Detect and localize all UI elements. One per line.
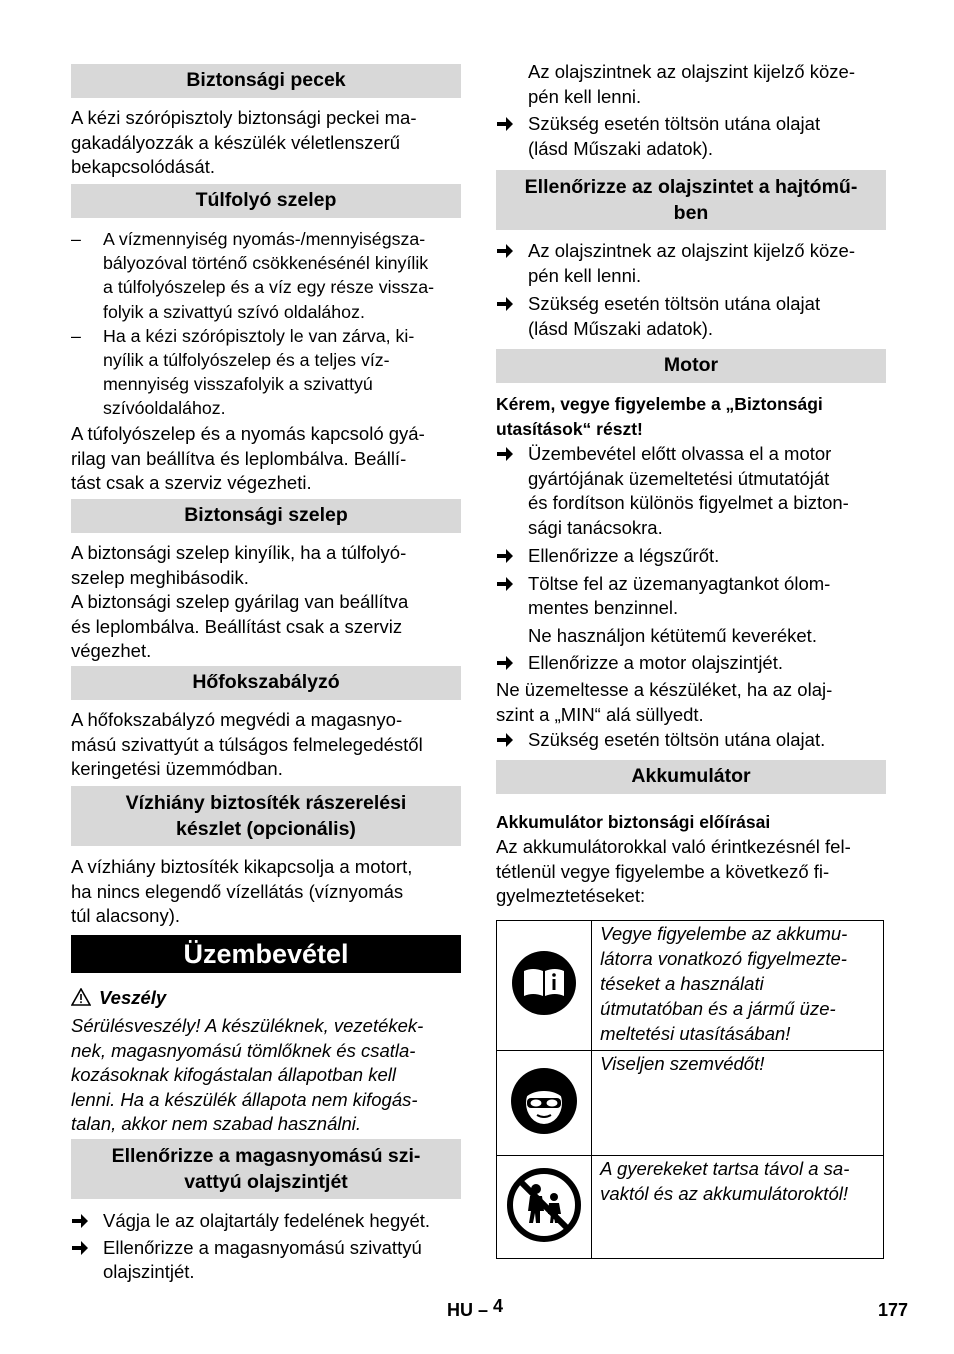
text-line: tást csak a szerviz végezheti. bbox=[71, 472, 312, 493]
text-line: A gyerekeket tartsa távol a sa- bbox=[600, 1158, 850, 1179]
paragraph-vizhiany bbox=[71, 855, 461, 929]
heading-ellenorizze-magasnyomasu bbox=[71, 1139, 461, 1199]
list-item bbox=[496, 544, 886, 569]
text-line: (lásd Műszaki adatok). bbox=[528, 317, 714, 339]
heading-line: Ellenőrizze az olajszintet a hajtómű- bbox=[524, 176, 858, 198]
table-row bbox=[497, 1051, 884, 1156]
text-line: pén kell lenni. bbox=[528, 264, 642, 286]
heading-motor: Motor bbox=[496, 349, 886, 383]
text-line: gyártójának üzemeltetési útmutatóját bbox=[528, 467, 830, 489]
list-item bbox=[71, 1236, 461, 1285]
arrow-right-icon bbox=[496, 548, 514, 564]
heading-line: készlet (opcionális) bbox=[176, 818, 356, 840]
text-line: Ne használjon kétütemű keveréket. bbox=[528, 624, 817, 646]
paragraph-bszelep bbox=[71, 541, 461, 664]
text-line: és fordítson különös figyelmet a bizton- bbox=[528, 492, 849, 513]
heading-biztonsagi-szelep: Biztonsági szelep bbox=[71, 499, 461, 533]
text-line: mentes benzinnel. bbox=[528, 597, 679, 618]
footer-page-local: 4 bbox=[493, 1296, 504, 1316]
symbol-cell bbox=[497, 921, 592, 1051]
symbol-cell bbox=[497, 1156, 592, 1259]
footer-page-number: 177 bbox=[878, 1300, 909, 1320]
text-line: gyelmeztetéseket: bbox=[496, 885, 646, 906]
text-line: nek, magasnyomású tömlőknek és csatla- bbox=[71, 1039, 416, 1061]
text-line: szívóoldalához. bbox=[103, 398, 226, 419]
paragraph-hofok bbox=[71, 708, 461, 782]
heading-line: Vízhiány biztosíték rászerelési bbox=[125, 792, 407, 814]
warning-triangle-icon bbox=[71, 988, 91, 1011]
text-cell bbox=[592, 921, 884, 1051]
tulfolyo-list bbox=[71, 227, 461, 421]
indented-note bbox=[496, 624, 886, 649]
text-line: Szükség esetén töltsön utána olajat. bbox=[528, 729, 826, 750]
paragraph-tulfolyo bbox=[71, 422, 461, 496]
heading-hofokszabalyzo: Hőfokszabályzó bbox=[71, 666, 461, 700]
text-line: Szükség esetén töltsön utána olajat bbox=[528, 293, 821, 314]
footer-lang: HU bbox=[447, 1300, 473, 1320]
text-line: tétlenül vegye figyelembe a következő fi- bbox=[496, 860, 830, 882]
text-line: Kérem, vegye figyelembe a „Biztonsági bbox=[496, 394, 823, 414]
danger-label: Veszély bbox=[99, 987, 167, 1008]
text-line: Ellenőrizze a légszűrőt. bbox=[528, 545, 720, 566]
paragraph-motor bbox=[496, 678, 886, 727]
footer-dash: – bbox=[478, 1300, 489, 1320]
motor-list-2 bbox=[496, 728, 886, 753]
arrow-right-icon bbox=[496, 116, 514, 132]
no-children-icon bbox=[506, 1167, 582, 1243]
text-line: mennyiség visszafolyik a szivattyú bbox=[103, 374, 373, 395]
heading-biztonsagi-pecek: Biztonsági pecek bbox=[71, 64, 461, 98]
text-line: téseket a használati bbox=[600, 973, 764, 994]
text-line: Vegye figyelembe az akkumu- bbox=[600, 923, 848, 944]
list-item bbox=[496, 651, 886, 676]
text-line: gakadályozzák a készülék véletlenszerű bbox=[71, 131, 401, 153]
text-line: Ne üzemeltesse a készüléket, ha az olaj- bbox=[496, 679, 833, 700]
text-line: végezhet. bbox=[71, 640, 152, 661]
text-line: (lásd Műszaki adatok). bbox=[528, 137, 714, 159]
text-line: Szükség esetén töltsön utána olajat bbox=[528, 113, 821, 134]
paragraph-pecek bbox=[71, 106, 461, 180]
list-item bbox=[71, 324, 461, 421]
text-line: A vízhiány biztosíték kikapcsolja a motort, bbox=[71, 856, 413, 877]
table-row bbox=[497, 1156, 884, 1259]
text-line: a túlfolyószelep és a víz egy része vissza- bbox=[103, 277, 435, 298]
list-item bbox=[71, 227, 461, 324]
text-line: túl alacsony). bbox=[71, 905, 180, 926]
dash-marker: – bbox=[71, 325, 81, 346]
text-line: sági tanácsokra. bbox=[528, 516, 663, 538]
text-line: meltetési utasításában! bbox=[600, 1023, 791, 1044]
text-line: A biztonsági szelep kinyílik, ha a túlfolyó- bbox=[71, 542, 407, 563]
text-line: látorra vonatkozó figyelmezte- bbox=[600, 948, 847, 969]
goggles-icon bbox=[510, 1067, 578, 1135]
dash-marker: – bbox=[71, 229, 81, 249]
heading-line: ben bbox=[673, 202, 709, 224]
text-line: A vízmennyiség nyomás-/mennyiségsza- bbox=[103, 229, 426, 249]
text-line: Az olajszintnek az olajszint kijelző köze- bbox=[528, 240, 855, 261]
list-item bbox=[496, 442, 886, 540]
motor-list bbox=[496, 442, 886, 676]
text-line: olajszintjét. bbox=[103, 1261, 195, 1282]
text-line: Ellenőrizze a motor olajszintjét. bbox=[528, 652, 783, 673]
list-item bbox=[71, 1209, 461, 1234]
heading-tulfolyo-szelep: Túlfolyó szelep bbox=[71, 184, 461, 218]
text-line: mású szivattyút a túlságos felmelegedéstől bbox=[71, 733, 423, 755]
text-line: Viseljen szemvédőt! bbox=[600, 1053, 765, 1074]
danger-label-row bbox=[71, 986, 461, 1011]
text-line: A túfolyószelep és a nyomás kapcsoló gyá- bbox=[71, 423, 425, 444]
text-line: kozásoknak kifogástalan állapotban kell bbox=[71, 1064, 396, 1085]
hajtomu-list bbox=[496, 239, 886, 341]
text-line: lenni. Ha a készülék állapota nem kifogás- bbox=[71, 1088, 418, 1110]
top-list bbox=[496, 112, 886, 161]
text-line: ha nincs elegendő vízellátás (víznyomás bbox=[71, 880, 404, 902]
text-line: Ellenőrizze a magasnyomású szivattyú bbox=[103, 1236, 422, 1258]
paragraph-akku bbox=[496, 835, 886, 909]
heading-line: Ellenőrizze a magasnyomású szi- bbox=[111, 1145, 421, 1167]
text-line: talan, akkor nem szabad használni. bbox=[71, 1113, 362, 1134]
arrow-right-icon bbox=[496, 296, 514, 312]
text-line: és leplombálva. Beállítást csak a szerviz bbox=[71, 615, 403, 637]
text-line: vaktól és az akkumulátoroktól! bbox=[600, 1183, 848, 1204]
text-line: nyílik a túlfolyószelep és a teljes víz- bbox=[103, 350, 390, 371]
text-line: bályozóval történő csökkenésénél kinyílik bbox=[103, 253, 429, 274]
text-line: Töltse fel az üzemanyagtankot ólom- bbox=[528, 572, 831, 594]
text-line: bekapcsolódását. bbox=[71, 156, 215, 177]
text-line: Üzembevétel előtt olvassa el a motor bbox=[528, 443, 832, 464]
heading-akkumulator: Akkumulátor bbox=[496, 760, 886, 794]
list-item bbox=[496, 292, 886, 341]
akku-subheading: Akkumulátor biztonsági előírásai bbox=[496, 812, 771, 832]
text-line: utasítások“ részt! bbox=[496, 418, 643, 439]
text-line: A kézi szórópisztoly biztonsági peckei ma- bbox=[71, 107, 417, 128]
text-line: Sérülésveszély! A készüléknek, vezetékek- bbox=[71, 1015, 424, 1036]
text-line: Ha a kézi szórópisztoly le van zárva, ki- bbox=[103, 325, 415, 346]
symbol-cell bbox=[497, 1051, 592, 1156]
text-line: rilag van beállítva és leplombálva. Beállí- bbox=[71, 447, 407, 469]
arrow-right-icon bbox=[71, 1213, 89, 1229]
motor-bold-note bbox=[496, 392, 886, 441]
text-cell bbox=[592, 1051, 884, 1156]
footer-page-label bbox=[447, 1296, 504, 1321]
heading-line: vattyú olajszintjét bbox=[184, 1171, 348, 1193]
safety-symbol-table bbox=[496, 920, 884, 1259]
text-line: pén kell lenni. bbox=[528, 85, 642, 107]
text-line: szint a „MIN“ alá süllyedt. bbox=[496, 703, 704, 725]
paragraph-top bbox=[496, 60, 886, 109]
arrow-right-icon bbox=[496, 243, 514, 259]
arrow-right-icon bbox=[496, 446, 514, 462]
text-line: A biztonsági szelep gyárilag van beállítva bbox=[71, 591, 409, 612]
arrow-right-icon bbox=[496, 655, 514, 671]
text-line: szelep meghibásodik. bbox=[71, 566, 249, 588]
text-line: A hőfokszabályzó megvédi a magasnyo- bbox=[71, 709, 403, 730]
text-line: Az olajszintnek az olajszint kijelző köze- bbox=[528, 61, 855, 82]
text-line: folyik a szivattyú szívó oldalához. bbox=[103, 301, 365, 322]
heading-vizhiany bbox=[71, 786, 461, 846]
list-item bbox=[496, 728, 886, 753]
list-item bbox=[496, 572, 886, 621]
list-item bbox=[496, 112, 886, 161]
text-line: keringetési üzemmódban. bbox=[71, 758, 283, 779]
arrow-right-icon bbox=[71, 1240, 89, 1256]
ellen-mag-list bbox=[71, 1209, 461, 1285]
heading-ellenorizze-hajtomu bbox=[496, 170, 886, 230]
danger-text bbox=[71, 1014, 461, 1137]
text-line: Vágja le az olajtartály fedelének hegyét. bbox=[103, 1210, 431, 1231]
arrow-right-icon bbox=[496, 732, 514, 748]
arrow-right-icon bbox=[496, 576, 514, 592]
heading-uzembevetel: Üzembevétel bbox=[71, 935, 461, 973]
text-cell bbox=[592, 1156, 884, 1259]
text-line: Az akkumulátorokkal való érintkezésnél fel- bbox=[496, 836, 851, 857]
table-row bbox=[497, 921, 884, 1051]
text-line: útmutatóban és a jármű üze- bbox=[600, 998, 836, 1019]
manual-icon bbox=[511, 950, 577, 1016]
list-item bbox=[496, 239, 886, 288]
